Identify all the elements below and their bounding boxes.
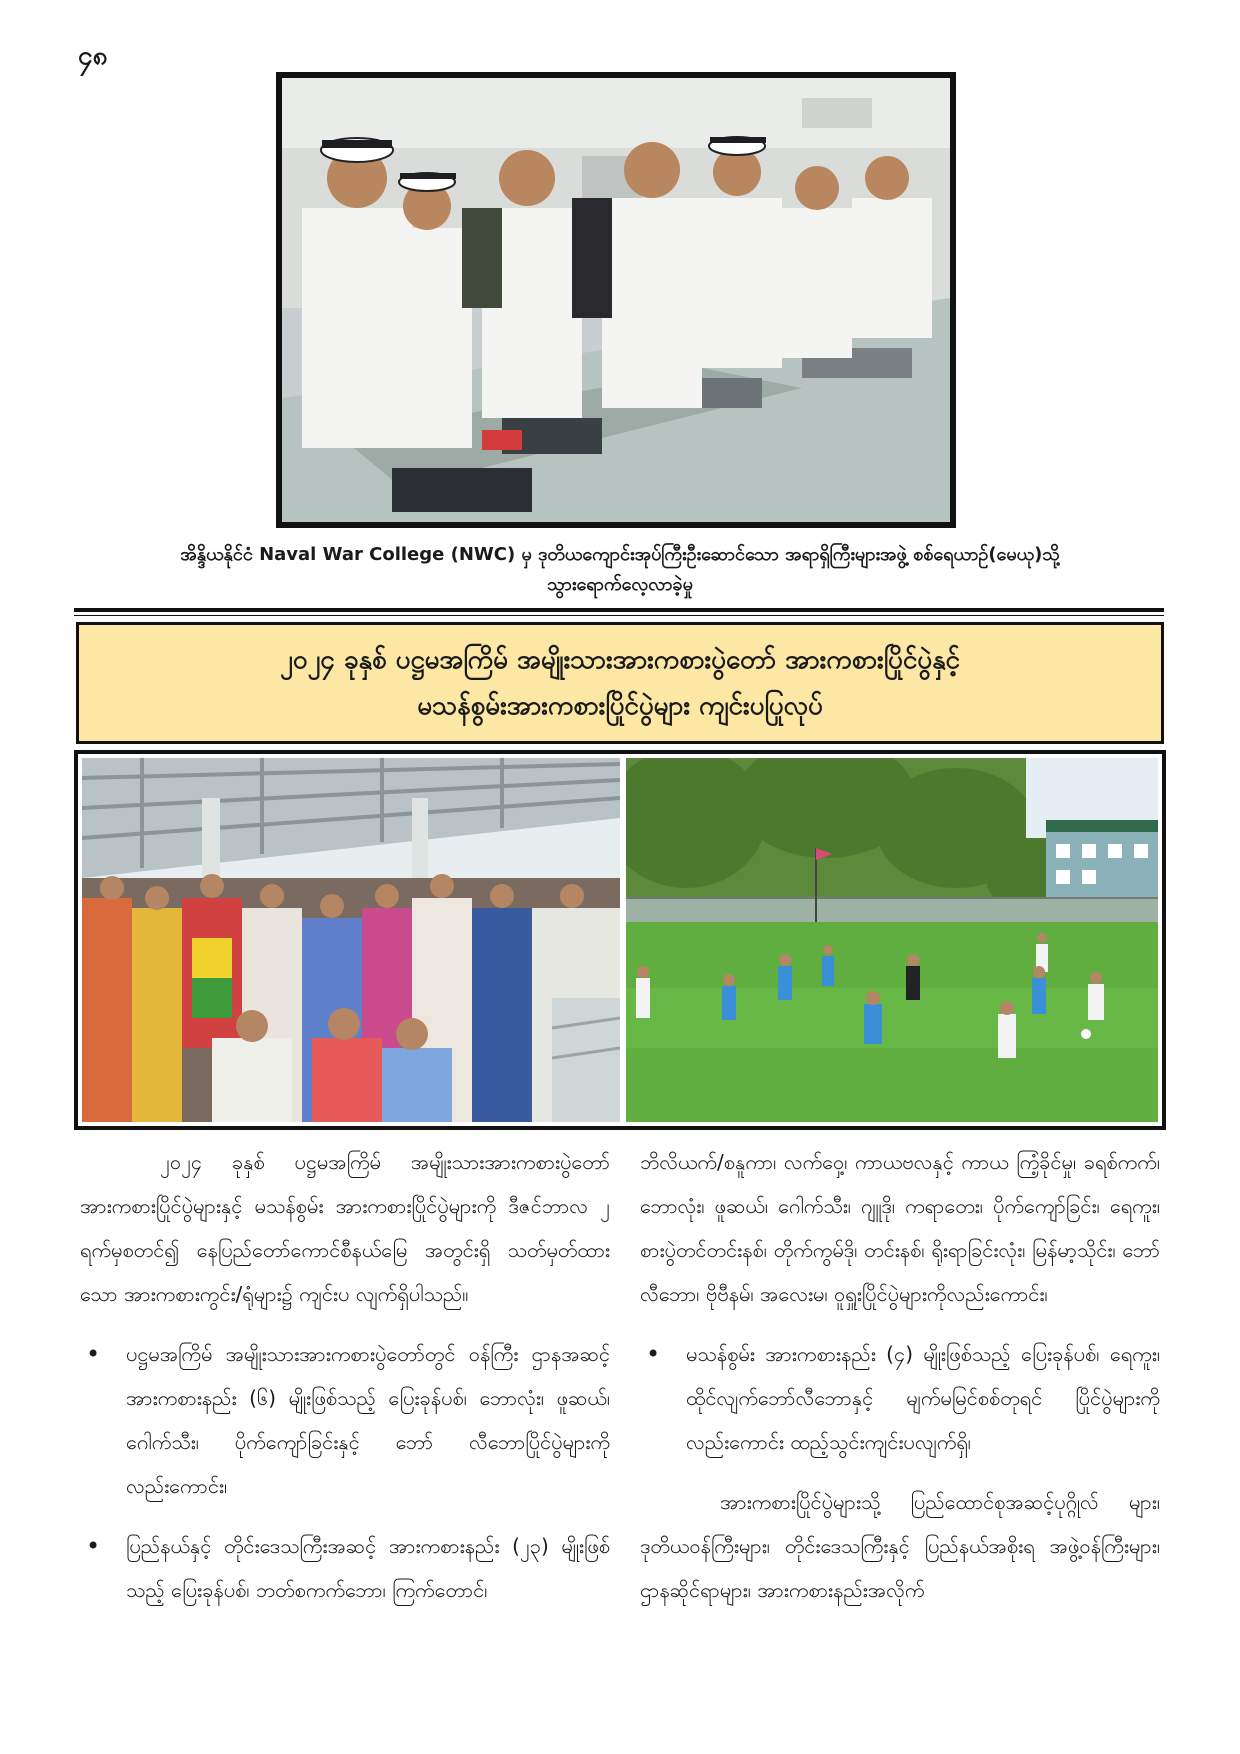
headline-banner xyxy=(76,622,1164,744)
sports-photos xyxy=(74,750,1166,1130)
officers-ship-bridge-photo xyxy=(276,72,956,528)
section-divider xyxy=(74,608,1164,612)
caption-line-1: အိန္ဒိယနိုင်ငံ Naval War College (NWC) မှ ဒုတိယကျောင်းအုပ်ကြီးဦးဆောင်သော အရာရှိကြီးများအဖွဲ့ စစ်ရေယာဉ်(မေယု)သို့ xyxy=(180,544,1060,565)
photo-caption xyxy=(100,540,1140,600)
section-divider-thin xyxy=(74,615,1164,616)
list-item: • ပဋ္ဌမအကြိမ် အမျိုးသားအားကစားပွဲတော်တွင် ဝန်ကြီး ဌာနအဆင့် အားကစားနည်း (၆) မျိုးဖြစ်သည့် ပြေးခုန်ပစ်၊ ဘောလုံး၊ ဖူဆယ်၊ ဂေါက်သီး၊ ပိုက်ကျော်ခြင်းနှင့် ဘော် လီဘောပြိုင်ပွဲများကို လည်းကောင်း၊ xyxy=(80,1332,610,1508)
list-item: • ပြည်နယ်နှင့် တိုင်းဒေသကြီးအဆင့် အားကစားနည်း (၂၃) မျိုးဖြစ်သည့် ပြေးခုန်ပစ်၊ ဘတ်စကက်ဘော၊ ကြက်တောင်၊ xyxy=(80,1524,610,1612)
left-text-column xyxy=(80,1140,610,1628)
stadium-crowd-photo xyxy=(82,758,620,1122)
closing-paragraph: အားကစားပြိုင်ပွဲများသို့ ပြည်ထောင်စုအဆင့်ပုဂ္ဂိုလ် များ၊ ဒုတိယဝန်ကြီးများ၊ တိုင်းဒေသကြီးနှင့် ပြည်နယ်အစိုးရ အဖွဲ့ဝန်ကြီးများ၊ ဌာနဆိုင်ရာများ၊ အားကစားနည်းအလိုက် xyxy=(640,1490,1160,1602)
right-text-column xyxy=(640,1140,1160,1628)
list-item: • မသန်စွမ်း အားကစားနည်း (၄) မျိုးဖြစ်သည့် ပြေးခုန်ပစ်၊ ရေကူး၊ ထိုင်လျက်ဘော်လီဘောနှင့် မျက်မမြင်စစ်တုရင် ပြိုင်ပွဲများကိုလည်းကောင်း ထည့်သွင်းကျင်းပလျက်ရှိ၊ xyxy=(640,1332,1160,1464)
photo-stadium-crowd-icon xyxy=(82,758,620,1122)
headline-line-2: မသန်စွမ်းအားကစားပြိုင်ပွဲများ ကျင်းပပြုလုပ် xyxy=(417,691,823,721)
intro-paragraph: ၂၀၂၄ ခုနှစ် ပဋ္ဌမအကြိမ် အမျိုးသားအားကစားပွဲတော် အားကစားပြိုင်ပွဲများနှင့် မသန်စွမ်း အားကစားပြိုင်ပွဲများကို ဒီဇင်ဘာလ ၂ ရက်မှစတင်၍ နေပြည်တော်ကောင်စီနယ်မြေ အတွင်းရှိ သတ်မှတ်ထားသော အားကစားကွင်း/ရုံများ၌ ကျင်းပ လျက်ရှိပါသည်။ xyxy=(80,1150,610,1306)
caption-line-2: သွားရောက်လေ့လာခဲ့မှု xyxy=(547,574,693,595)
continuation-paragraph: ဘိလိယက်/စနူကာ၊ လက်ဝှေ့၊ ကာယဗလနှင့် ကာယ ကြံ့ခိုင်မှု၊ ခရစ်ကက်၊ ဘောလုံး၊ ဖူဆယ်၊ ဂေါက်သီး၊ ဂျူဒို၊ ကရာတေး၊ ပိုက်ကျော်ခြင်း၊ ရေကူး၊ စားပွဲတင်တင်းနစ်၊ တိုက်ကွမ်ဒို၊ တင်းနစ်၊ ရိုးရာခြင်းလုံး၊ မြန်မာ့သိုင်း၊ ဘော် လီဘော၊ ဗိုဗီနမ်၊ အလေးမ၊ ဝူရှူးပြိုင်ပွဲများကိုလည်းကောင်း၊ xyxy=(640,1150,1160,1306)
headline-line-1: ၂၀၂၄ ခုနှစ် ပဋ္ဌမအကြိမ် အမျိုးသားအားကစားပွဲတော် အားကစားပြိုင်ပွဲနှင့် xyxy=(280,645,960,675)
photo-officers-ship-bridge-icon xyxy=(282,78,950,522)
right-bullet-list xyxy=(640,1332,1160,1464)
photo-football-match-icon xyxy=(626,758,1158,1122)
left-bullet-list xyxy=(80,1332,610,1612)
football-match-photo xyxy=(626,758,1158,1122)
page-number: ၄၈ xyxy=(78,41,108,71)
